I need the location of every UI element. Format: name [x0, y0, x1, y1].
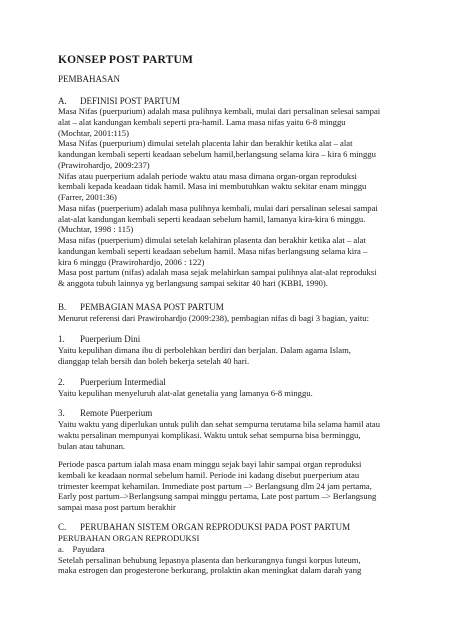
text-line: Masa post partum (nifas) adalah masa sejak melahirkan sampai pulihnya alat-alat reproduksi — [58, 267, 377, 278]
text-line: sampai masa post partum berakhir — [58, 502, 176, 512]
text-line: (Muchtar, 1998 : 115) — [58, 224, 134, 235]
text-line: (Prawirohardjo, 2009:237) — [58, 159, 150, 170]
text-line: Yaitu kepulihan dimana ibu di perbolehkan berdiri dan berjalan. Dalam agama Islam, — [58, 345, 351, 355]
section-a-body — [58, 106, 420, 289]
text-line: Masa nifas (puerperium) adalah masa pulihnya kembali, mulai dari persalinan selesai sampai — [58, 202, 378, 213]
text-line: kira 6 minggu (Prawirohardjo, 2006 : 122) — [58, 256, 205, 267]
text-line: maka estrogen dan progesterone berkurang, prolaktin akan meningkat dalam darah yang — [58, 565, 362, 576]
list-item-heading — [58, 408, 152, 419]
list-number: 1. — [58, 334, 65, 344]
section-c-heading — [58, 522, 350, 533]
list-item-body — [58, 345, 420, 367]
text-line: trimester keempat kehamilan. Immediate post partum –> Berlangsung dlm 24 jam pertama, — [58, 480, 372, 491]
list-item-body — [58, 388, 420, 399]
text-line: Masa Nifas (puerpurium) dimulai setelah placenta lahir dan berakhir ketika alat – alat — [58, 138, 353, 149]
list-item-body — [58, 419, 420, 451]
section-c-number: C. — [58, 522, 67, 532]
text-line: bulan atau tahunan. — [58, 440, 126, 451]
list-title: Remote Puerperium — [80, 408, 153, 418]
document-title: KONSEP POST PARTUM — [58, 54, 194, 66]
text-line: & anggota tubuh lainnya yg berlangsung sampai sekitar 40 hari (KBBI, 1990). — [58, 278, 328, 288]
section-a-title: DEFINISI POST PARTUM — [80, 96, 180, 106]
section-b-heading — [58, 302, 224, 313]
text-line: Masa Nifas (puerpurium) adalah masa pulihnya kembali, mulai dari persalinan selesai sampai — [58, 106, 381, 116]
text-line: (Farrer, 2001:36) — [58, 192, 117, 202]
subtitle: PEMBAHASAN — [58, 74, 121, 84]
section-b-closing — [58, 459, 420, 513]
text-line: alat-alat kandungan kembali seperti keadaan sebelum hamil, lamanya kira-kira 6 minggu. — [58, 213, 366, 224]
text-line: Yaitu kepulihan menyeluruh alat-alat genetalia yang lamanya 6-8 minggu. — [58, 388, 313, 398]
text-line: Masa nifas (puerperium) dimulai setelah kelahiran plasenta dan berakhir ketika alat – alat — [58, 235, 366, 245]
text-line: kandungan kembali seperti keadaan sebelum hamil,berlangsung selama kira – kira 6 minggu — [58, 149, 376, 159]
list-item-heading — [58, 377, 166, 388]
section-b-number: B. — [58, 302, 67, 312]
text-line: waktu persalinan mempunyai komplikasi. Waktu untuk sehat sempurna bisa berminggu, — [58, 429, 361, 440]
item-label: a. Payudara — [58, 543, 105, 554]
text-line: alat – alat kandungan kembali seperti pra-hamil. Lama masa nifas yaitu 6-8 minggu — [58, 116, 346, 127]
list-number: 3. — [58, 408, 65, 418]
text-line: Yaitu waktu yang diperlukan untuk pulih dan sehat sempurna terutama bila selama hamil atau — [58, 419, 381, 429]
section-b-intro — [58, 313, 420, 324]
list-number: 2. — [58, 377, 65, 387]
text-line: kembali ke keadaan normal sebelum hamil. Periode ini kadang disebut puerperium atau — [58, 469, 360, 480]
section-c-title: PERUBAHAN SISTEM ORGAN REPRODUKSI PADA POST PARTUM — [80, 522, 351, 532]
text-line: Menurut referensi dari Prawirohardjo (2009:238), pembagian nifas di bagi 3 bagian, yaitu: — [58, 313, 369, 323]
section-c-body — [58, 533, 420, 576]
text-line: Early post partum–>Berlangsung sampai minggu pertama, Late post partum –> Berlangsung — [58, 491, 377, 502]
section-c-subheading: PERUBAHAN ORGAN REPRODUKSI — [58, 533, 200, 543]
text-line: kandungan kembali seperti keadaan sebelum hamil. Masa nifas berlangsung selama kira – — [58, 245, 368, 256]
section-a-number: A. — [58, 96, 67, 106]
text-line: Setelah persalinan behubung lepasnya plasenta dan berkurangnya fungsi korpus luteum, — [58, 554, 361, 565]
text-line: dianggap telah bersih dan boleh bekerja setelah 40 hari. — [58, 355, 250, 366]
text-line: (Mochtar, 2001:115) — [58, 127, 129, 138]
list-title: Puerperium Intermedial — [80, 377, 166, 387]
list-item-heading — [58, 334, 140, 345]
list-title: Puerperium Dini — [80, 334, 141, 344]
section-b-title: PEMBAGIAN MASA POST PARTUM — [80, 302, 224, 312]
text-line: Periode pasca partum ialah masa enam minggu sejak bayi lahir sampai organ reproduksi — [58, 459, 362, 469]
text-line: kembali kepada keadaan tidak hamil. Masa ini membutuhkan waktu sekitar enam minggu — [58, 181, 367, 192]
text-line: Nifas atau puerperium adalah periode waktu atau masa dimana organ-organ reproduksi — [58, 170, 357, 181]
